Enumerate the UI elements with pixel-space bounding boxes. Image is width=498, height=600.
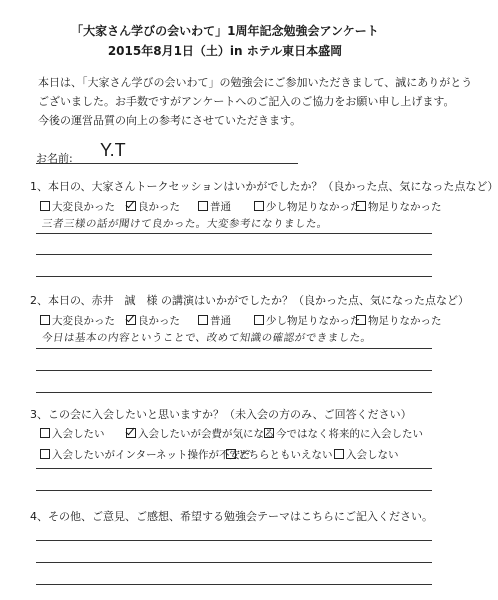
q3-option-1[interactable]: 入会したい [40, 426, 105, 441]
q3-option-2[interactable]: 入会したいが会費が気になる [126, 426, 275, 441]
q2-answer-line-2 [36, 370, 432, 371]
q1-option-5[interactable]: 物足りなかった [356, 199, 442, 214]
intro-line-1: 本日は、「大家さん学びの会いわて」の勉強会にご参加いただきまして、誠にありがとう [38, 76, 473, 89]
q4-answer-line-2 [36, 562, 432, 563]
q1-question: 1、本日の、大家さんトークセッションはいかがでしたか？（良かった点、気になった点など） [30, 180, 498, 193]
q4-answer-line-3 [36, 584, 432, 585]
name-value: Y.T [100, 140, 126, 160]
q1-option-3[interactable]: 普通 [198, 199, 231, 214]
q3-question: 3、この会に入会したいと思いますか？（未入会の方のみ、ご回答ください） [30, 408, 412, 421]
q1-option-4[interactable]: 少し物足りなかった [254, 199, 361, 214]
checkbox-icon [334, 449, 344, 459]
q1-option-1[interactable]: 大変良かった [40, 199, 115, 214]
name-underline [36, 163, 298, 164]
checked-checkbox-icon [126, 201, 136, 211]
checkbox-icon [254, 201, 264, 211]
checkbox-icon [40, 449, 50, 459]
checkbox-icon [264, 428, 274, 438]
q2-option-4[interactable]: 少し物足りなかった [254, 313, 361, 328]
checkbox-icon [254, 315, 264, 325]
q3-option-6[interactable]: 入会しない [334, 447, 399, 462]
name-label: お名前: [36, 152, 73, 165]
survey-date-venue: 2015年8月1日（土）in ホテル東日本盛岡 [107, 44, 343, 58]
q3-option-3[interactable]: 今ではなく将来的に入会したい [264, 426, 423, 441]
checkbox-icon [40, 201, 50, 211]
checked-checkbox-icon [126, 428, 136, 438]
q3-option-4[interactable]: 入会したいがインターネット操作が不安だ [40, 447, 251, 462]
q2-handwritten-answer: 今日は基本の内容ということで、改めて知識の確認ができました。 [41, 332, 373, 344]
q2-answer-line-1 [36, 348, 432, 349]
q2-option-2[interactable]: 良かった [126, 313, 180, 328]
q4-question: 4、その他、ご意見、ご感想、希望する勉強会テーマはこちらにご記入ください。 [30, 510, 433, 523]
q2-option-3[interactable]: 普通 [198, 313, 231, 328]
checkbox-icon [356, 201, 366, 211]
checkbox-icon [198, 201, 208, 211]
checkbox-icon [226, 449, 236, 459]
q1-answer-line-3 [36, 276, 432, 277]
q1-answer-line-2 [36, 254, 432, 255]
survey-title: 「大家さん学びの会いわて」1周年記念勉強会アンケート [71, 24, 379, 38]
checkbox-icon [356, 315, 366, 325]
q2-question: 2、本日の、赤井 誠 様 の講演はいかがでしたか？（良かった点、気になった点など） [30, 294, 470, 307]
intro-line-2: ございました。お手数ですがアンケートへのご記入のご協力をお願い申し上げます。 [38, 95, 455, 108]
q1-handwritten-answer: 三者三様の話が聞けて良かった。大変参考になりました。 [41, 218, 329, 230]
q3-option-5[interactable]: どちらともいえない [226, 447, 333, 462]
q4-answer-line-1 [36, 540, 432, 541]
checked-checkbox-icon [126, 315, 136, 325]
q3-answer-line-2 [36, 490, 432, 491]
q3-answer-line-1 [36, 468, 432, 469]
q1-answer-line-1 [36, 233, 432, 234]
checkbox-icon [198, 315, 208, 325]
q2-option-1[interactable]: 大変良かった [40, 313, 115, 328]
checkbox-icon [40, 315, 50, 325]
intro-line-3: 今後の運営品質の向上の参考にさせていただきます。 [38, 114, 302, 127]
q2-option-5[interactable]: 物足りなかった [356, 313, 442, 328]
q1-option-2[interactable]: 良かった [126, 199, 180, 214]
checkbox-icon [40, 428, 50, 438]
q2-answer-line-3 [36, 392, 432, 393]
